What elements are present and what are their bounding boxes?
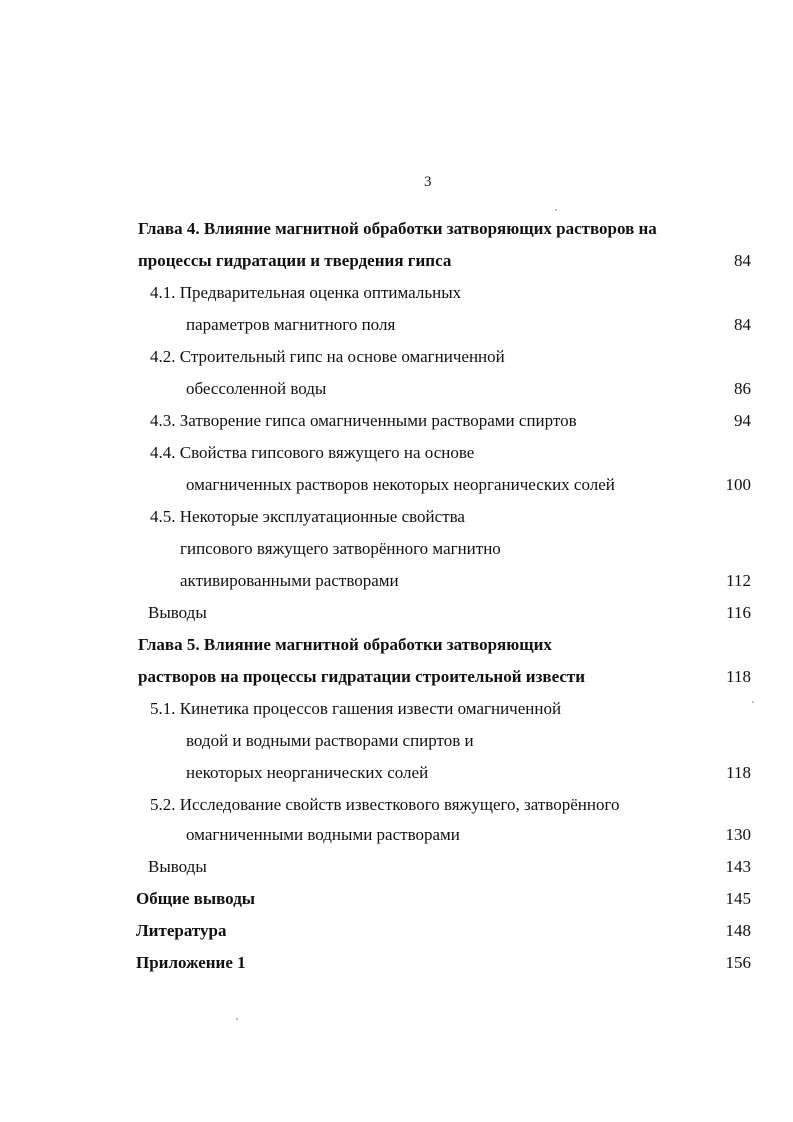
section-5-1-line2: водой и водными растворами спиртов и [186, 731, 474, 750]
scan-speck [555, 209, 557, 211]
section-4-5-line3: активированными растворами [180, 571, 399, 590]
section-4-2-line2: обессоленной воды [186, 379, 327, 398]
section-4-4-line1: 4.4. Свойства гипсового вяжущего на основе [150, 443, 475, 462]
chapter-5-title-line1: Глава 5. Влияние магнитной обработки затворяющих [138, 635, 552, 654]
section-4-1-line2: параметров магнитного поля [186, 315, 396, 334]
scan-speck [236, 1018, 238, 1020]
section-5-2-line1: 5.2. Исследование свойств известкового вяжущего, затворённого [150, 795, 620, 814]
appendix-1-page: 156 [725, 953, 751, 972]
section-4-3-line1: 4.3. Затворение гипса омагниченными растворами спиртов [150, 411, 577, 430]
section-5-2-page: 130 [725, 825, 751, 844]
section-4-2-page: 86 [734, 379, 751, 398]
appendix-1-label: Приложение 1 [136, 953, 246, 972]
chapter-5-page: 118 [726, 667, 751, 686]
literature-label: Литература [136, 921, 227, 940]
chapter-4-title-line2: процессы гидратации и твердения гипса [138, 251, 452, 270]
section-4-2-line1: 4.2. Строительный гипс на основе омагниченной [150, 347, 505, 366]
chapter-4-conclusions-label: Выводы [148, 603, 207, 622]
chapter-5-title-line2: растворов на процессы гидратации строительной извести [138, 667, 586, 686]
chapter-4-title-line1: Глава 4. Влияние магнитной обработки затворяющих растворов на [138, 219, 657, 238]
section-5-1-line1: 5.1. Кинетика процессов гашения извести омагниченной [150, 699, 562, 718]
chapter-5-conclusions-label: Выводы [148, 857, 207, 876]
general-conclusions-label: Общие выводы [136, 889, 256, 908]
general-conclusions-page: 145 [725, 889, 751, 908]
section-5-1-line3: некоторых неорганических солей [186, 763, 429, 782]
page-number: 3 [424, 174, 432, 190]
section-4-5-line1: 4.5. Некоторые эксплуатационные свойства [150, 507, 465, 526]
section-4-4-page: 100 [725, 475, 751, 494]
section-5-2-line2: омагниченными водными растворами [186, 825, 460, 844]
chapter-4-page: 84 [734, 251, 751, 270]
section-4-3-page: 94 [734, 411, 751, 430]
chapter-4-conclusions-page: 116 [726, 603, 751, 622]
section-4-5-line2: гипсового вяжущего затворённого магнитно [180, 539, 501, 558]
section-4-1-page: 84 [734, 315, 751, 334]
section-4-4-line2: омагниченных растворов некоторых неорганических солей [186, 475, 615, 494]
section-4-5-page: 112 [726, 571, 751, 590]
literature-page: 148 [725, 921, 751, 940]
section-5-1-page: 118 [726, 763, 751, 782]
scan-speck [752, 701, 754, 703]
chapter-5-conclusions-page: 143 [725, 857, 751, 876]
section-4-1-line1: 4.1. Предварительная оценка оптимальных [150, 283, 462, 302]
